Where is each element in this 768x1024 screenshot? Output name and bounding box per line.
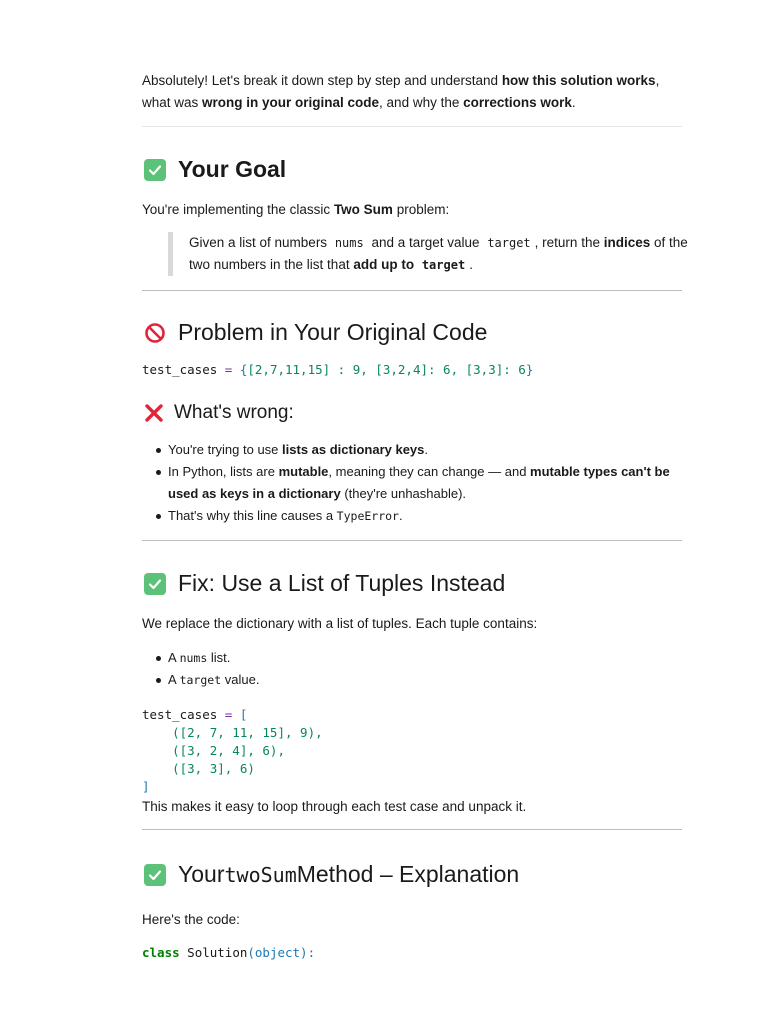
list-item: You're trying to use lists as dictionary keys. [156,439,676,461]
code-block-method: class Solution(object): [142,945,316,960]
fix-after-paragraph: This makes it easy to loop through each test case and unpack it. [142,799,527,814]
divider [142,829,682,830]
code-block-original: test_cases = {[2,7,11,15] : 9, [3,2,4]: 6, [3,3]: 6} [142,362,534,377]
check-mark-button-icon [144,159,166,181]
method-paragraph: Here's the code: [142,912,240,927]
cross-mark-icon [144,403,164,423]
fix-list [156,647,259,691]
divider [142,540,682,541]
blockquote: Given a list of numbers nums and a target value target , return the indices of the two numbers in the list that add up to target . [168,232,689,276]
heading-problem: Problem in Your Original Code [144,319,487,346]
heading-your-goal: Your Goal [144,156,286,183]
intro-paragraph: Absolutely! Let's break it down step by step and understand how this solution works, what was wrong in your original code, and why the corrections work. [142,73,660,110]
prohibited-icon [144,322,166,344]
heading-method: Your twoSum Method – Explanation [144,861,519,888]
list-item: That's why this line causes a TypeError. [156,505,676,527]
heading-whats-wrong: What's wrong: [144,402,294,424]
goal-paragraph: You're implementing the classic Two Sum problem: [142,202,450,217]
list-item: In Python, lists are mutable, meaning they can change — and mutable types can't be used as keys in a dictionary (they're unhashable). [156,461,676,505]
check-mark-button-icon [144,573,166,595]
code-block-fix: test_cases = [ ([2, 7, 11, 15], 9), ([3, 2, 4], 6), ([3, 3], 6) ] [142,707,323,794]
list-item: A target value. [156,669,259,691]
wrong-list [156,439,676,527]
heading-fix: Fix: Use a List of Tuples Instead [144,570,505,597]
fix-paragraph: We replace the dictionary with a list of tuples. Each tuple contains: [142,616,538,631]
divider [142,126,682,127]
list-item: A nums list. [156,647,259,669]
divider [142,290,682,291]
check-mark-button-icon [144,864,166,886]
